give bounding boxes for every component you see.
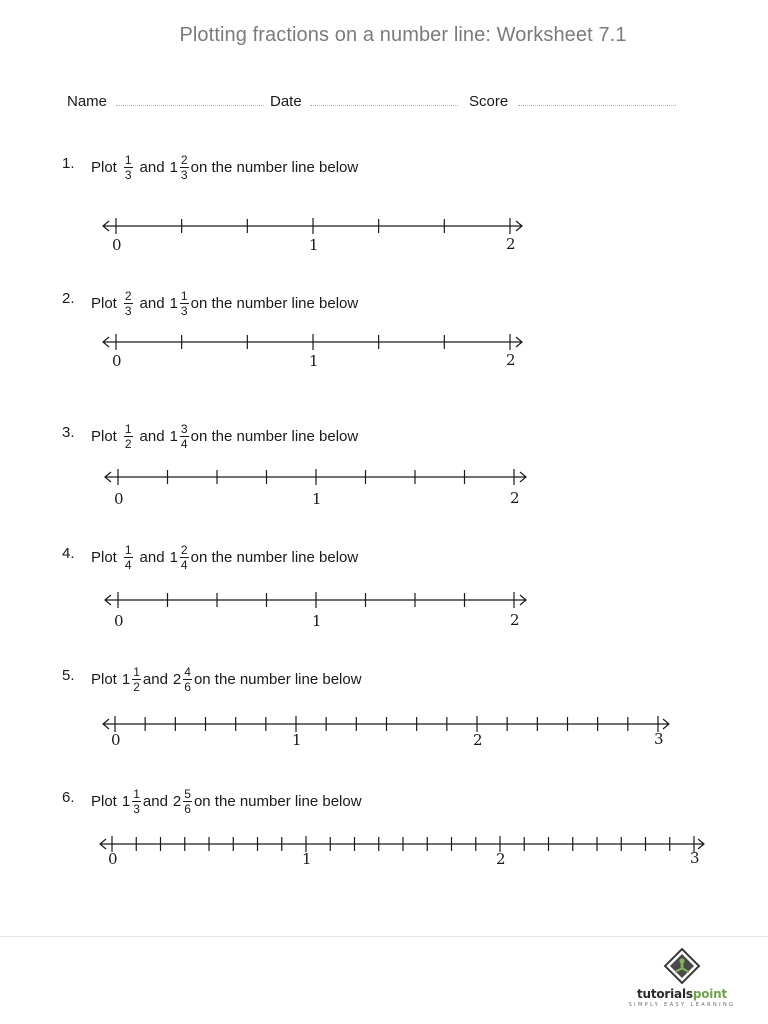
prompt-tail: on the number line below — [190, 549, 359, 566]
fraction-denominator: 4 — [180, 437, 188, 451]
fraction-numerator: 1 — [124, 153, 132, 167]
plot-word: Plot — [91, 671, 117, 688]
mixed-whole: 2 — [172, 793, 182, 810]
mixed-whole: 1 — [169, 549, 178, 566]
fraction-numerator: 2 — [180, 543, 188, 557]
question-number: 4. — [62, 545, 75, 562]
tick-label: 2 — [473, 731, 483, 749]
question-number: 1. — [62, 155, 75, 172]
tick-label: 1 — [312, 490, 322, 508]
number-line-1[interactable] — [103, 218, 522, 254]
and-word: and — [142, 671, 168, 688]
tick-label: 0 — [112, 236, 122, 254]
fraction-numerator: 1 — [124, 422, 132, 436]
tick-label: 2 — [510, 611, 520, 629]
fraction-numerator: 5 — [184, 787, 191, 801]
plot-word: Plot — [91, 793, 117, 810]
number-line-2[interactable] — [103, 334, 522, 370]
number-line-4[interactable] — [105, 592, 526, 630]
fraction-denominator: 2 — [133, 680, 140, 694]
fraction-denominator: 2 — [124, 437, 132, 451]
mixed-whole: 1 — [169, 295, 178, 312]
and-word: and — [142, 793, 168, 810]
prompt-tail: on the number line below — [190, 159, 359, 176]
score-label: Score — [469, 93, 509, 110]
fraction-numerator: 1 — [133, 787, 140, 801]
plot-word: Plot — [91, 159, 117, 176]
tick-label: 0 — [108, 850, 118, 868]
logo-word-accent: point — [692, 987, 728, 1001]
tick-label: 0 — [114, 490, 124, 508]
plot-word: Plot — [91, 428, 117, 445]
tick-label: 1 — [292, 731, 302, 749]
tick-label: 1 — [302, 850, 312, 868]
footer-divider — [0, 936, 768, 937]
fraction-denominator: 3 — [133, 802, 140, 816]
question-number: 3. — [62, 424, 75, 441]
name-label: Name — [67, 93, 108, 110]
tick-label: 2 — [506, 235, 516, 253]
fraction-denominator: 3 — [124, 304, 132, 318]
fraction-numerator: 2 — [180, 153, 188, 167]
and-word: and — [139, 159, 165, 176]
fraction-denominator: 6 — [184, 802, 191, 816]
mixed-whole: 1 — [169, 159, 178, 176]
and-word: and — [139, 549, 165, 566]
prompt-tail: on the number line below — [190, 295, 359, 312]
fraction-denominator: 4 — [180, 558, 188, 572]
worksheet-title: Plotting fractions on a number line: Worksheet 7.1 — [179, 24, 627, 46]
mixed-whole: 1 — [169, 428, 178, 445]
logo-tagline: SIMPLY EASY LEARNING — [628, 1002, 736, 1008]
logo-wordmark — [637, 987, 727, 1001]
date-label: Date — [270, 93, 302, 110]
mixed-whole: 1 — [121, 671, 131, 688]
prompt-tail: on the number line below — [193, 793, 362, 810]
question-number: 6. — [62, 789, 75, 806]
logo-emblem-icon — [662, 946, 702, 986]
fraction-denominator: 3 — [180, 168, 188, 182]
fraction-denominator: 4 — [124, 558, 132, 572]
question-number: 5. — [62, 667, 75, 684]
mixed-whole: 1 — [121, 793, 131, 810]
tick-label: 3 — [654, 730, 664, 748]
tick-label: 1 — [312, 612, 322, 630]
plot-word: Plot — [91, 549, 117, 566]
fraction-numerator: 1 — [133, 665, 140, 679]
fraction-numerator: 3 — [180, 422, 188, 436]
number-line-3[interactable] — [105, 469, 526, 508]
tick-label: 0 — [112, 352, 122, 370]
number-line-5[interactable] — [103, 716, 669, 749]
logo-word-main: tutorials — [636, 987, 693, 1001]
tick-label: 0 — [111, 731, 121, 749]
prompt-tail: on the number line below — [193, 671, 362, 688]
tick-label: 2 — [510, 489, 520, 507]
mixed-whole: 2 — [172, 671, 182, 688]
question-number: 2. — [62, 290, 75, 307]
fraction-numerator: 4 — [184, 665, 191, 679]
tick-label: 2 — [496, 850, 506, 868]
fraction-denominator: 6 — [184, 680, 191, 694]
and-word: and — [139, 295, 165, 312]
fraction-numerator: 1 — [180, 289, 188, 303]
fraction-numerator: 1 — [124, 543, 132, 557]
tick-label: 1 — [309, 236, 319, 254]
tick-label: 1 — [309, 352, 319, 370]
fraction-denominator: 3 — [180, 304, 188, 318]
prompt-tail: on the number line below — [190, 428, 359, 445]
number-line-6[interactable] — [100, 836, 704, 868]
tutorialspoint-logo — [626, 946, 738, 1014]
fraction-denominator: 3 — [124, 168, 132, 182]
and-word: and — [139, 428, 165, 445]
tick-label: 3 — [690, 849, 700, 867]
tick-label: 2 — [506, 351, 516, 369]
fraction-numerator: 2 — [124, 289, 132, 303]
tick-label: 0 — [114, 612, 124, 630]
plot-word: Plot — [91, 295, 117, 312]
